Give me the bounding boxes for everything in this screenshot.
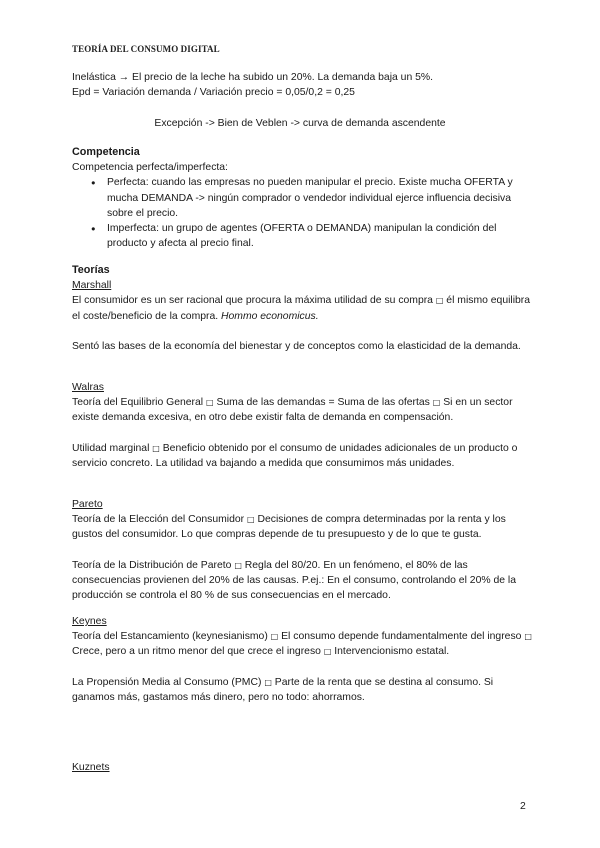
text-run: Teoría del Equilibrio General [72, 397, 206, 409]
text-run: Beneficio obtenido por el consumo de unidades adicionales de un producto o servicio concreto. La utilidad va bajando a medida que consumimos más unidades. [72, 442, 518, 469]
competencia-subtitle: Competencia perfecta/imperfecta: [72, 162, 228, 174]
keynes-section [72, 614, 532, 705]
walras-section [72, 380, 532, 471]
text-run: Intervencionismo estatal. [331, 646, 450, 658]
hommo-economicus: Hommo economicus. [221, 310, 319, 322]
list-item: ● Imperfecta: un grupo de agentes (OFERTA o DEMANDA) manipulan la condición del producto y afecta al precio final. [72, 221, 532, 251]
veblen-exception: Excepción -> Bien de Veblen -> curva de demanda ascendente [154, 118, 446, 129]
keynes-title: Keynes [72, 616, 107, 627]
competencia-section [72, 145, 532, 251]
pareto-title: Pareto [72, 499, 103, 510]
teorias-heading: Teorías [72, 264, 110, 276]
box-glyph-icon: □ [524, 632, 532, 642]
intro-block [72, 70, 532, 100]
text-run: Crece, pero a un ritmo menor del que crece el ingreso [72, 646, 324, 658]
pareto-section [72, 497, 532, 603]
marshall-title: Marshall [72, 280, 112, 292]
pareto-paragraph-1 [72, 512, 532, 542]
box-glyph-icon: □ [264, 677, 272, 687]
pareto-paragraph-2 [72, 558, 532, 604]
walras-title: Walras [72, 382, 104, 393]
text-run: Suma de las demandas = Suma de las ofertas [213, 397, 433, 409]
text-run: Teoría de la Distribución de Pareto [72, 559, 235, 571]
text-run: Decisiones de compra determinadas por la renta y los gustos del consumidor. Lo que compras depende de tu presupuesto y de lo que te gusta. [72, 514, 506, 541]
box-glyph-icon: □ [435, 296, 444, 306]
box-glyph-icon: □ [432, 398, 441, 408]
box-glyph-icon: □ [234, 560, 242, 570]
keynes-paragraph-2 [72, 675, 532, 705]
text-run: El consumidor es un ser racional que procura la máxima utilidad de su compra [72, 295, 436, 307]
competencia-list [72, 175, 532, 251]
text-run: Parte de la renta que se destina al consumo. Si ganamos más, gastamos más dinero, pero no todo: ahorramos. [72, 676, 494, 703]
text-run: Utilidad marginal [72, 442, 153, 454]
competencia-heading: Competencia [72, 146, 140, 158]
page-number: 2 [520, 801, 526, 812]
box-glyph-icon: □ [247, 515, 255, 525]
inelastic-example: Inelástica → El precio de la leche ha subido un 20%. La demanda baja un 5%. [72, 72, 434, 83]
box-glyph-icon: □ [152, 443, 160, 453]
text-run: Regla del 80/20. En un fenómeno, el 80% de las consecuencias provienen del 20% de las causas. P.ej.: En el consumo, controlando el 20% de la producción se controla el 80 % de sus consecuencias en el mercado. [72, 559, 517, 602]
walras-paragraph-2 [72, 441, 532, 471]
text-run: Si en un sector existe demanda excesiva, en otro debe existir falta de demanda en compensación. [72, 397, 513, 424]
list-item: ● Perfecta: cuando las empresas no pueden manipular el precio. Existe mucha OFERTA y mucha DEMANDA -> ningún comprador o vendedor individual ejerce influencia decisiva sobre el precio. [72, 175, 532, 221]
box-glyph-icon: □ [323, 647, 332, 657]
teorias-section [72, 263, 532, 354]
kuznets-title: Kuznets [72, 762, 110, 773]
running-header: TEORÍA DEL CONSUMO DIGITAL [72, 44, 220, 54]
kuznets-section [72, 760, 532, 775]
epd-formula: Epd = Variación demanda / Variación precio = 0,05/0,2 = 0,25 [72, 87, 355, 99]
text-run: Teoría de la Elección del Consumidor [72, 514, 248, 526]
marshall-paragraph-2: Sentó las bases de la economía del bienestar y de conceptos como la elasticidad de la demanda. [72, 340, 521, 352]
text-run: La Propensión Media al Consumo (PMC) [72, 676, 265, 688]
box-glyph-icon: □ [270, 632, 279, 642]
marshall-paragraph-1 [72, 293, 532, 323]
text-run: Teoría del Estancamiento (keynesianismo) [72, 631, 271, 643]
box-glyph-icon: □ [206, 398, 214, 408]
walras-paragraph-1 [72, 395, 532, 425]
text-run: El consumo depende fundamentalmente del ingreso [278, 631, 525, 643]
text-run: él mismo equilibra el coste/beneficio de la compra. [72, 295, 531, 322]
keynes-paragraph-1 [72, 629, 532, 659]
